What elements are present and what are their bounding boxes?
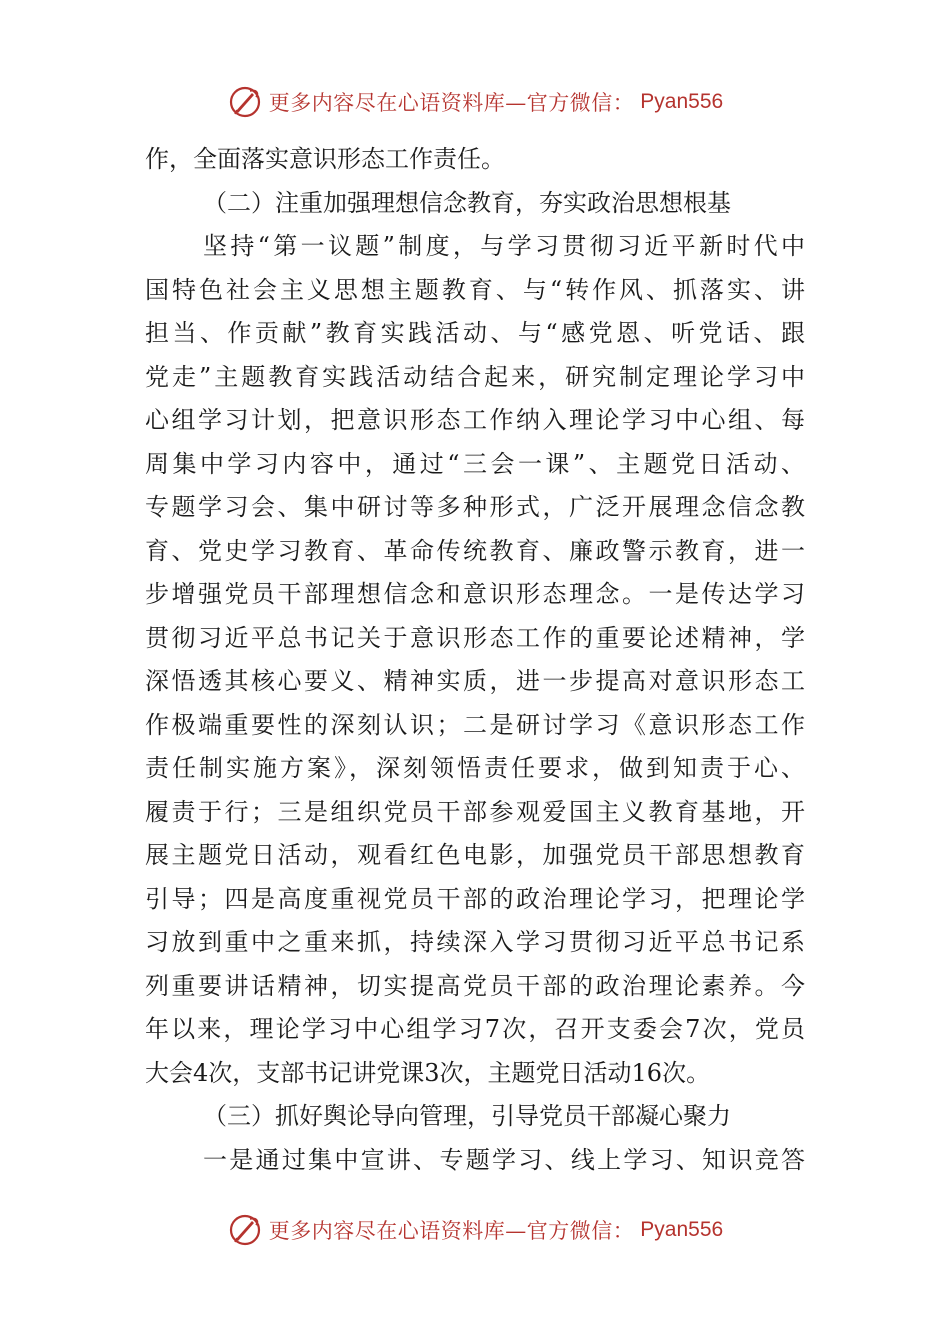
section-heading: （二）注重加强理想信念教育，夯实政治思想根基 — [203, 188, 731, 217]
watermark-text: 更多内容尽在心语资料库—官方微信： — [268, 1219, 635, 1243]
watermark-wechat-id: Pyan556 — [640, 90, 724, 113]
quill-logo-icon — [227, 84, 263, 120]
paragraph-line: 坚持“第一议题”制度，与学习贯彻习近平新时代中 — [203, 232, 805, 260]
watermark-header — [0, 82, 950, 122]
quill-logo-icon — [227, 1212, 263, 1248]
watermark-footer — [0, 1210, 950, 1250]
watermark-wechat-id: Pyan556 — [640, 1218, 724, 1241]
paragraph-line: 作，全面落实意识形态工作责任。 — [145, 145, 505, 173]
document-body — [145, 138, 805, 1182]
paragraph-line: 深悟透其核心要义、精神实质，进一步提高对意识形态工 — [145, 667, 805, 695]
paragraph-line: 育、党史学习教育、革命传统教育、廉政警示教育，进一 — [145, 536, 805, 565]
paragraph-line: 列重要讲话精神，切实提高党员干部的政治理论素养。今 — [145, 971, 805, 1000]
paragraph-line: 责任制实施方案》，深刻领悟责任要求，做到知责于心、 — [145, 754, 805, 782]
paragraph-line: 年以来，理论学习中心组学习7次，召开支委会7次，党员 — [145, 1015, 805, 1043]
watermark-text: 更多内容尽在心语资料库—官方微信： — [268, 91, 635, 115]
paragraph-line: 作极端重要性的深刻认识；二是研讨学习《意识形态工作 — [145, 710, 805, 739]
paragraph-line: 步增强党员干部理想信念和意识形态理念。一是传达学习 — [145, 580, 805, 608]
section-heading: （三）抓好舆论导向管理，引导党员干部凝心聚力 — [203, 1102, 731, 1130]
paragraph-line: 担当、作贡献”教育实践活动、与“感党恩、听党话、跟 — [145, 319, 805, 347]
paragraph-line: 党走”主题教育实践活动结合起来，研究制定理论学习中 — [145, 362, 805, 391]
paragraph-line: 周集中学习内容中，通过“三会一课”、主题党日活动、 — [145, 449, 805, 478]
paragraph-line: 心组学习计划，把意识形态工作纳入理论学习中心组、每 — [145, 406, 805, 434]
paragraph-line: 国特色社会主义思想主题教育、与“转作风、抓落实、讲 — [145, 275, 805, 304]
paragraph-line: 大会4次，支部书记讲党课3次，主题党日活动16次。 — [145, 1058, 711, 1087]
paragraph-line: 履责于行；三是组织党员干部参观爱国主义教育基地，开 — [145, 797, 805, 826]
paragraph-line: 展主题党日活动，观看红色电影，加强党员干部思想教育 — [145, 841, 805, 869]
paragraph-line: 专题学习会、集中研讨等多种形式，广泛开展理念信念教 — [145, 493, 805, 521]
paragraph-line: 一是通过集中宣讲、专题学习、线上学习、知识竞答 — [203, 1145, 805, 1174]
paragraph-line: 引导；四是高度重视党员干部的政治理论学习，把理论学 — [145, 884, 805, 913]
paragraph-line: 贯彻习近平总书记关于意识形态工作的重要论述精神，学 — [145, 623, 805, 652]
paragraph-line: 习放到重中之重来抓，持续深入学习贯彻习近平总书记系 — [145, 928, 805, 956]
